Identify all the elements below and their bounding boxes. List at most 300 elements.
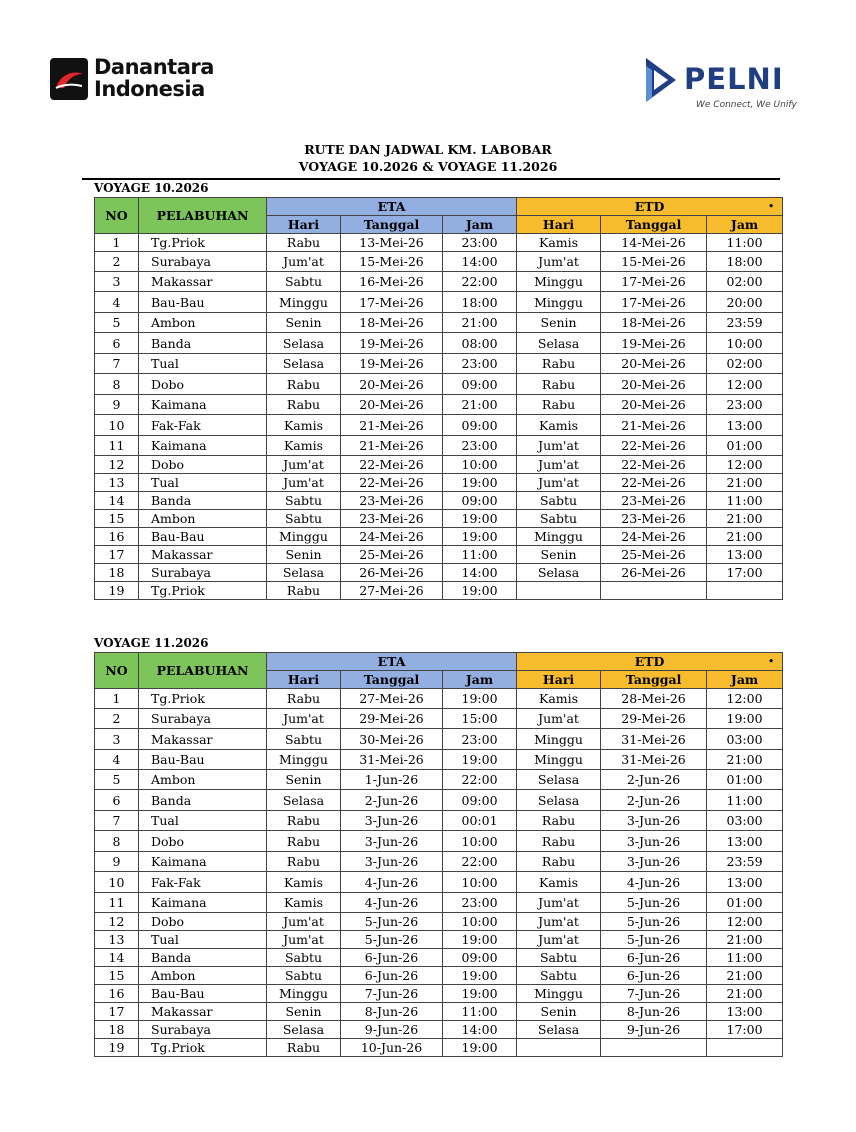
eta-day: Kamis (267, 436, 341, 456)
eta-time: 11:00 (443, 546, 517, 564)
row-number: 12 (95, 456, 139, 474)
eta-day: Jum'at (267, 474, 341, 492)
eta-time: 19:00 (443, 689, 517, 709)
table-row (95, 546, 783, 564)
row-number: 2 (95, 252, 139, 272)
header-etd-date: Tanggal (601, 216, 707, 234)
eta-date: 22-Mei-26 (341, 456, 443, 474)
port-name: Banda (139, 949, 267, 967)
header-eta: ETA (267, 198, 517, 216)
etd-date: 31-Mei-26 (601, 729, 707, 750)
etd-date (601, 582, 707, 600)
row-number: 14 (95, 949, 139, 967)
table-row (95, 252, 783, 272)
header-port: PELABUHAN (139, 198, 267, 234)
eta-date: 31-Mei-26 (341, 750, 443, 770)
row-number: 7 (95, 811, 139, 831)
table-row (95, 234, 783, 252)
eta-time: 19:00 (443, 750, 517, 770)
etd-day: Jum'at (517, 893, 601, 913)
etd-time: 21:00 (707, 985, 783, 1003)
eta-date: 18-Mei-26 (341, 313, 443, 333)
etd-time: 02:00 (707, 354, 783, 374)
table-row (95, 750, 783, 770)
eta-day: Minggu (267, 292, 341, 313)
eta-date: 23-Mei-26 (341, 510, 443, 528)
schedule-table-voyage-10 (94, 197, 783, 600)
table-row (95, 790, 783, 811)
etd-time (707, 1039, 783, 1057)
table-row (95, 1003, 783, 1021)
etd-day: Kamis (517, 234, 601, 252)
etd-time: 03:00 (707, 729, 783, 750)
port-name: Fak-Fak (139, 415, 267, 436)
table-row (95, 872, 783, 893)
header-etd-day: Hari (517, 216, 601, 234)
header-etd-label: ETD (634, 654, 665, 669)
table-row (95, 1039, 783, 1057)
etd-day: Jum'at (517, 709, 601, 729)
etd-day: Kamis (517, 872, 601, 893)
etd-date: 22-Mei-26 (601, 456, 707, 474)
eta-day: Jum'at (267, 931, 341, 949)
etd-time: 13:00 (707, 872, 783, 893)
etd-day: Rabu (517, 811, 601, 831)
eta-time: 23:00 (443, 234, 517, 252)
eta-date: 23-Mei-26 (341, 492, 443, 510)
table-row (95, 492, 783, 510)
row-number: 4 (95, 292, 139, 313)
eta-date: 3-Jun-26 (341, 811, 443, 831)
etd-day: Senin (517, 313, 601, 333)
etd-time: 13:00 (707, 831, 783, 852)
port-name: Makassar (139, 272, 267, 292)
row-number: 1 (95, 689, 139, 709)
eta-day: Rabu (267, 582, 341, 600)
eta-date: 21-Mei-26 (341, 415, 443, 436)
etd-time (707, 582, 783, 600)
etd-time: 01:00 (707, 770, 783, 790)
etd-date: 7-Jun-26 (601, 985, 707, 1003)
table-row (95, 354, 783, 374)
eta-time: 22:00 (443, 272, 517, 292)
etd-day: Selasa (517, 790, 601, 811)
port-name: Kaimana (139, 436, 267, 456)
etd-day: Rabu (517, 852, 601, 872)
etd-time: 11:00 (707, 790, 783, 811)
row-number: 5 (95, 770, 139, 790)
port-name: Tual (139, 474, 267, 492)
port-name: Ambon (139, 967, 267, 985)
eta-date: 2-Jun-26 (341, 790, 443, 811)
table-row (95, 564, 783, 582)
eta-date: 8-Jun-26 (341, 1003, 443, 1021)
eta-date: 20-Mei-26 (341, 374, 443, 395)
header-eta-time: Jam (443, 671, 517, 689)
eta-time: 19:00 (443, 967, 517, 985)
eta-date: 24-Mei-26 (341, 528, 443, 546)
etd-time: 13:00 (707, 546, 783, 564)
etd-day (517, 582, 601, 600)
etd-time: 01:00 (707, 436, 783, 456)
eta-date: 15-Mei-26 (341, 252, 443, 272)
etd-date: 2-Jun-26 (601, 770, 707, 790)
schedule-table-voyage-11 (94, 652, 783, 1057)
etd-date: 31-Mei-26 (601, 750, 707, 770)
eta-date: 4-Jun-26 (341, 872, 443, 893)
eta-day: Senin (267, 770, 341, 790)
eta-time: 19:00 (443, 582, 517, 600)
eta-date: 16-Mei-26 (341, 272, 443, 292)
eta-date: 9-Jun-26 (341, 1021, 443, 1039)
eta-time: 22:00 (443, 770, 517, 790)
page-subtitle: VOYAGE 10.2026 & VOYAGE 11.2026 (298, 159, 558, 174)
eta-time: 19:00 (443, 1039, 517, 1057)
row-number: 18 (95, 1021, 139, 1039)
pelni-logo (644, 56, 814, 116)
etd-day: Jum'at (517, 436, 601, 456)
row-number: 2 (95, 709, 139, 729)
header-eta-date: Tanggal (341, 671, 443, 689)
eta-day: Senin (267, 1003, 341, 1021)
eta-day: Minggu (267, 750, 341, 770)
etd-day: Sabtu (517, 510, 601, 528)
etd-day: Rabu (517, 354, 601, 374)
eta-time: 09:00 (443, 374, 517, 395)
table-row (95, 333, 783, 354)
row-number: 7 (95, 354, 139, 374)
eta-day: Rabu (267, 395, 341, 415)
etd-time: 12:00 (707, 913, 783, 931)
etd-day: Sabtu (517, 492, 601, 510)
eta-day: Kamis (267, 415, 341, 436)
table-row (95, 456, 783, 474)
eta-day: Rabu (267, 852, 341, 872)
eta-date: 10-Jun-26 (341, 1039, 443, 1057)
port-name: Tg.Priok (139, 234, 267, 252)
eta-date: 4-Jun-26 (341, 893, 443, 913)
eta-date: 30-Mei-26 (341, 729, 443, 750)
header-etd-time: Jam (707, 671, 783, 689)
table-row (95, 967, 783, 985)
etd-date: 23-Mei-26 (601, 510, 707, 528)
eta-day: Rabu (267, 689, 341, 709)
table-row (95, 1021, 783, 1039)
table-row (95, 893, 783, 913)
eta-day: Sabtu (267, 967, 341, 985)
eta-date: 19-Mei-26 (341, 333, 443, 354)
eta-time: 10:00 (443, 872, 517, 893)
eta-date: 17-Mei-26 (341, 292, 443, 313)
eta-day: Jum'at (267, 456, 341, 474)
row-number: 12 (95, 913, 139, 931)
pelni-tagline: We Connect, We Unify (696, 100, 797, 110)
table-row (95, 292, 783, 313)
header-etd (517, 653, 783, 671)
eta-day: Rabu (267, 1039, 341, 1057)
eta-day: Selasa (267, 1021, 341, 1039)
etd-day: Rabu (517, 395, 601, 415)
port-name: Tual (139, 931, 267, 949)
etd-time: 19:00 (707, 709, 783, 729)
table-row (95, 374, 783, 395)
etd-day: Kamis (517, 415, 601, 436)
header-eta: ETA (267, 653, 517, 671)
table-row (95, 474, 783, 492)
etd-date (601, 1039, 707, 1057)
etd-time: 18:00 (707, 252, 783, 272)
table-row (95, 985, 783, 1003)
table-row (95, 510, 783, 528)
page-title: RUTE DAN JADWAL KM. LABOBAR (304, 142, 552, 157)
port-name: Bau-Bau (139, 528, 267, 546)
eta-time: 10:00 (443, 831, 517, 852)
eta-date: 27-Mei-26 (341, 689, 443, 709)
port-name: Ambon (139, 770, 267, 790)
port-name: Surabaya (139, 1021, 267, 1039)
eta-time: 23:00 (443, 893, 517, 913)
table-row (95, 949, 783, 967)
etd-day: Minggu (517, 729, 601, 750)
port-name: Banda (139, 790, 267, 811)
etd-time: 21:00 (707, 750, 783, 770)
header-eta-day: Hari (267, 671, 341, 689)
pelni-wordmark: PELNI (684, 62, 784, 96)
header-etd (517, 198, 783, 216)
etd-day: Minggu (517, 528, 601, 546)
etd-day: Selasa (517, 333, 601, 354)
eta-date: 6-Jun-26 (341, 967, 443, 985)
port-name: Bau-Bau (139, 985, 267, 1003)
etd-day (517, 1039, 601, 1057)
row-number: 15 (95, 510, 139, 528)
row-number: 15 (95, 967, 139, 985)
pelni-logo-icon (644, 56, 680, 106)
etd-date: 4-Jun-26 (601, 872, 707, 893)
etd-time: 12:00 (707, 456, 783, 474)
eta-time: 15:00 (443, 709, 517, 729)
port-name: Dobo (139, 913, 267, 931)
etd-time: 23:59 (707, 313, 783, 333)
etd-date: 20-Mei-26 (601, 354, 707, 374)
etd-time: 17:00 (707, 564, 783, 582)
etd-day: Jum'at (517, 252, 601, 272)
port-name: Surabaya (139, 564, 267, 582)
etd-date: 3-Jun-26 (601, 831, 707, 852)
eta-day: Kamis (267, 872, 341, 893)
table-row (95, 313, 783, 333)
eta-time: 14:00 (443, 252, 517, 272)
etd-day: Senin (517, 1003, 601, 1021)
eta-date: 3-Jun-26 (341, 831, 443, 852)
danantara-wordmark (94, 56, 214, 100)
eta-day: Sabtu (267, 272, 341, 292)
table-row (95, 729, 783, 750)
eta-time: 14:00 (443, 1021, 517, 1039)
table-row (95, 415, 783, 436)
table-row (95, 689, 783, 709)
header-no: NO (95, 653, 139, 689)
eta-day: Kamis (267, 893, 341, 913)
row-number: 10 (95, 415, 139, 436)
port-name: Kaimana (139, 852, 267, 872)
port-name: Banda (139, 333, 267, 354)
etd-day: Sabtu (517, 949, 601, 967)
table-row (95, 811, 783, 831)
eta-date: 13-Mei-26 (341, 234, 443, 252)
row-number: 14 (95, 492, 139, 510)
eta-time: 19:00 (443, 474, 517, 492)
eta-time: 19:00 (443, 931, 517, 949)
etd-time: 21:00 (707, 931, 783, 949)
port-name: Makassar (139, 729, 267, 750)
etd-day: Minggu (517, 272, 601, 292)
eta-time: 18:00 (443, 292, 517, 313)
etd-date: 6-Jun-26 (601, 949, 707, 967)
row-number: 9 (95, 395, 139, 415)
row-number: 1 (95, 234, 139, 252)
eta-time: 23:00 (443, 436, 517, 456)
etd-day: Sabtu (517, 967, 601, 985)
eta-time: 14:00 (443, 564, 517, 582)
row-number: 17 (95, 1003, 139, 1021)
etd-time: 23:59 (707, 852, 783, 872)
row-number: 16 (95, 985, 139, 1003)
eta-date: 21-Mei-26 (341, 436, 443, 456)
eta-date: 5-Jun-26 (341, 931, 443, 949)
etd-date: 17-Mei-26 (601, 272, 707, 292)
etd-date: 3-Jun-26 (601, 811, 707, 831)
header-port: PELABUHAN (139, 653, 267, 689)
eta-day: Rabu (267, 811, 341, 831)
etd-time: 20:00 (707, 292, 783, 313)
eta-day: Selasa (267, 354, 341, 374)
danantara-line1: Danantara (94, 55, 214, 79)
eta-date: 6-Jun-26 (341, 949, 443, 967)
etd-time: 12:00 (707, 689, 783, 709)
etd-date: 19-Mei-26 (601, 333, 707, 354)
eta-day: Jum'at (267, 252, 341, 272)
eta-day: Minggu (267, 528, 341, 546)
table-row (95, 852, 783, 872)
port-name: Tual (139, 811, 267, 831)
port-name: Kaimana (139, 893, 267, 913)
header-etd-day: Hari (517, 671, 601, 689)
port-name: Dobo (139, 831, 267, 852)
etd-day: Jum'at (517, 456, 601, 474)
eta-date: 1-Jun-26 (341, 770, 443, 790)
eta-time: 23:00 (443, 729, 517, 750)
eta-day: Senin (267, 313, 341, 333)
etd-date: 28-Mei-26 (601, 689, 707, 709)
header-eta-date: Tanggal (341, 216, 443, 234)
etd-time: 11:00 (707, 949, 783, 967)
etd-date: 5-Jun-26 (601, 931, 707, 949)
port-name: Makassar (139, 546, 267, 564)
port-name: Bau-Bau (139, 750, 267, 770)
port-name: Ambon (139, 313, 267, 333)
row-number: 8 (95, 831, 139, 852)
etd-day: Jum'at (517, 913, 601, 931)
eta-time: 11:00 (443, 1003, 517, 1021)
row-number: 19 (95, 1039, 139, 1057)
eta-date: 26-Mei-26 (341, 564, 443, 582)
header-dot: • (768, 657, 775, 667)
etd-date: 29-Mei-26 (601, 709, 707, 729)
eta-day: Senin (267, 546, 341, 564)
eta-time: 10:00 (443, 913, 517, 931)
row-number: 13 (95, 474, 139, 492)
row-number: 10 (95, 872, 139, 893)
etd-date: 6-Jun-26 (601, 967, 707, 985)
eta-day: Sabtu (267, 949, 341, 967)
etd-date: 25-Mei-26 (601, 546, 707, 564)
row-number: 3 (95, 272, 139, 292)
row-number: 13 (95, 931, 139, 949)
port-name: Surabaya (139, 709, 267, 729)
etd-time: 11:00 (707, 492, 783, 510)
port-name: Dobo (139, 374, 267, 395)
etd-date: 22-Mei-26 (601, 474, 707, 492)
row-number: 11 (95, 436, 139, 456)
etd-day: Minggu (517, 750, 601, 770)
eta-date: 5-Jun-26 (341, 913, 443, 931)
etd-time: 10:00 (707, 333, 783, 354)
etd-day: Jum'at (517, 931, 601, 949)
header-etd-label: ETD (634, 199, 665, 214)
eta-day: Sabtu (267, 729, 341, 750)
eta-date: 22-Mei-26 (341, 474, 443, 492)
eta-day: Jum'at (267, 913, 341, 931)
eta-time: 19:00 (443, 510, 517, 528)
row-number: 3 (95, 729, 139, 750)
eta-date: 27-Mei-26 (341, 582, 443, 600)
row-number: 5 (95, 313, 139, 333)
header-eta-day: Hari (267, 216, 341, 234)
etd-time: 01:00 (707, 893, 783, 913)
eta-time: 09:00 (443, 492, 517, 510)
etd-date: 15-Mei-26 (601, 252, 707, 272)
eta-day: Minggu (267, 985, 341, 1003)
eta-date: 7-Jun-26 (341, 985, 443, 1003)
eta-date: 19-Mei-26 (341, 354, 443, 374)
eta-date: 20-Mei-26 (341, 395, 443, 415)
eta-time: 19:00 (443, 528, 517, 546)
etd-date: 14-Mei-26 (601, 234, 707, 252)
port-name: Banda (139, 492, 267, 510)
etd-time: 21:00 (707, 510, 783, 528)
eta-time: 09:00 (443, 790, 517, 811)
etd-time: 21:00 (707, 967, 783, 985)
port-name: Tg.Priok (139, 582, 267, 600)
etd-day: Minggu (517, 985, 601, 1003)
table-row (95, 528, 783, 546)
etd-date: 20-Mei-26 (601, 374, 707, 395)
etd-time: 13:00 (707, 1003, 783, 1021)
eta-time: 22:00 (443, 852, 517, 872)
table-row (95, 436, 783, 456)
header-etd-time: Jam (707, 216, 783, 234)
port-name: Tual (139, 354, 267, 374)
port-name: Tg.Priok (139, 689, 267, 709)
port-name: Bau-Bau (139, 292, 267, 313)
row-number: 8 (95, 374, 139, 395)
table-row (95, 770, 783, 790)
row-number: 6 (95, 333, 139, 354)
etd-time: 13:00 (707, 415, 783, 436)
eta-day: Sabtu (267, 492, 341, 510)
danantara-logo-icon (50, 58, 88, 100)
